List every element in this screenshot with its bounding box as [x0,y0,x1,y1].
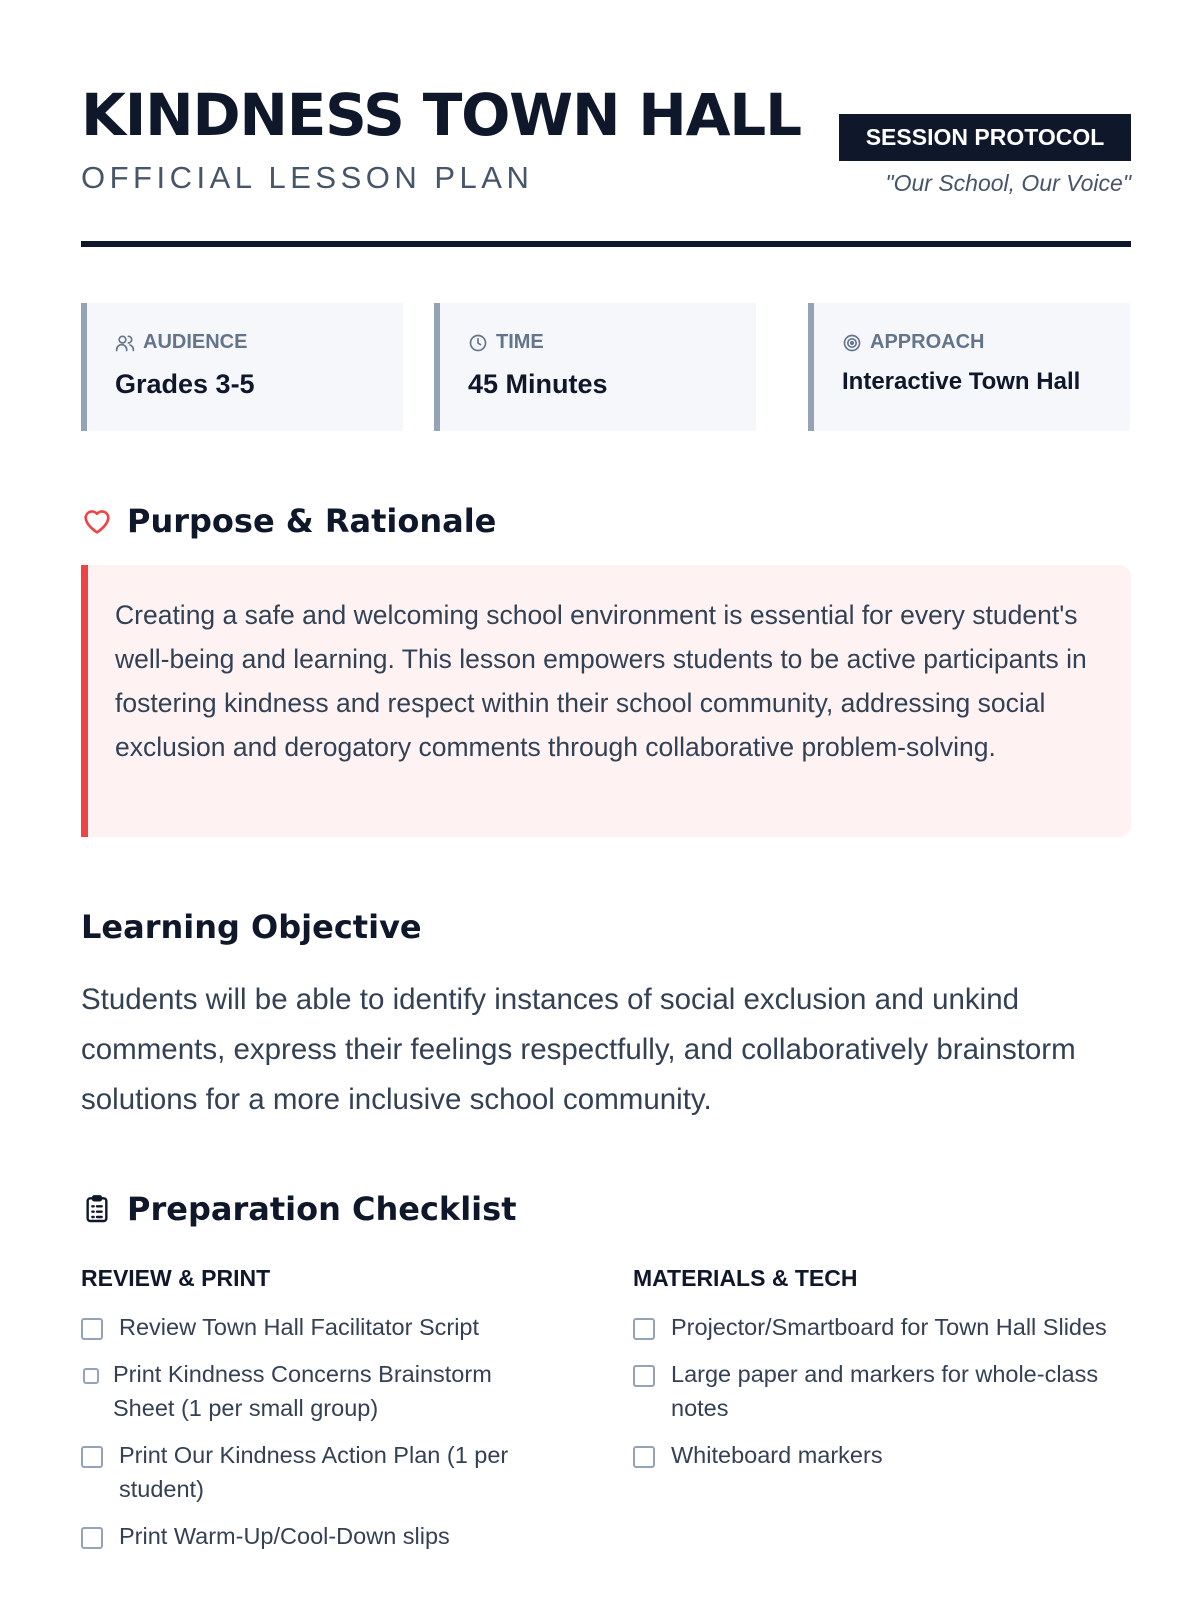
column-title: MATERIALS & TECH [633,1265,858,1291]
header [81,0,1131,250]
audience-value: Grades 3-5 [115,369,255,399]
checkbox[interactable] [81,1527,103,1549]
checklist-item-text: Review Town Hall Facilitator Script [119,1314,480,1340]
audience-label-text: AUDIENCE [143,331,248,353]
header-divider [81,241,1131,247]
info-cards [81,303,1131,431]
lesson-plan-page [81,0,1131,1549]
checklist-item-text: Print Warm-Up/Cool-Down slips [119,1523,450,1549]
checkbox[interactable] [633,1318,655,1340]
users-icon [115,333,135,353]
time-label-text: TIME [496,331,544,353]
checklist-item-text: Whiteboard markers [671,1442,883,1468]
heart-icon [81,505,113,537]
checklist-item-text: Projector/Smartboard for Town Hall Slides [671,1314,1107,1340]
checklist-item[interactable] [81,1519,541,1553]
purpose-heading [81,502,496,540]
objective-text: Students will be able to identify instances of social exclusion and unkind comments, express their feelings respectfully, and collaboratively brainstorm solutions for a more inclusive school community. [81,983,1076,1116]
approach-label [842,331,984,354]
checklist-item[interactable] [81,1438,541,1506]
purpose-box [81,565,1131,837]
time-label [468,331,544,354]
checklist-item[interactable] [81,1357,541,1425]
checkbox[interactable] [633,1365,655,1387]
checklist-heading [81,1190,516,1228]
column-title: REVIEW & PRINT [81,1265,271,1291]
audience-label [115,331,247,354]
checklist-item[interactable] [633,1438,1131,1472]
checklist-item[interactable] [633,1310,1131,1344]
time-value: 45 Minutes [468,369,608,399]
purpose-text: Creating a safe and welcoming school environment is essential for every student's well-being and learning. This lesson empowers students to be active participants in fostering kindness and respect within their school community, addressing social exclusion and derogatory comments through collaborative problem-solving. [115,600,1087,762]
purpose-heading-text: Purpose & Rationale [127,502,497,540]
audience-card [81,303,403,431]
objective-heading [81,908,422,946]
target-icon [842,333,862,353]
session-protocol-badge: SESSION PROTOCOL [839,114,1131,161]
approach-label-text: APPROACH [870,331,985,353]
clipboard-icon [81,1193,113,1225]
checkbox[interactable] [81,1318,103,1340]
checkbox[interactable] [81,1446,103,1468]
checkbox[interactable] [633,1446,655,1468]
time-card [434,303,756,431]
checklist-item-text: Large paper and markers for whole-class notes [671,1361,1099,1421]
page-title: KINDNESS TOWN HALL [81,81,801,149]
clock-icon [468,333,488,353]
checklist-item[interactable] [633,1357,1131,1425]
objective-heading-text: Learning Objective [81,908,422,946]
approach-card [808,303,1130,431]
tagline: "Our School, Our Voice" [885,170,1131,196]
checklist-item-text: Print Kindness Concerns Brainstorm Sheet (1 per small group) [113,1361,492,1421]
checklist-item-text: Print Our Kindness Action Plan (1 per student) [119,1442,509,1502]
page-subtitle: OFFICIAL LESSON PLAN [81,160,534,195]
checklist-item[interactable] [81,1310,541,1344]
checkbox[interactable] [83,1368,99,1384]
checklist-column-review-print [81,1265,541,1566]
approach-value: Interactive Town Hall [842,368,1081,395]
checklist-column-materials-tech [633,1265,1131,1485]
checklist-heading-text: Preparation Checklist [127,1190,517,1228]
